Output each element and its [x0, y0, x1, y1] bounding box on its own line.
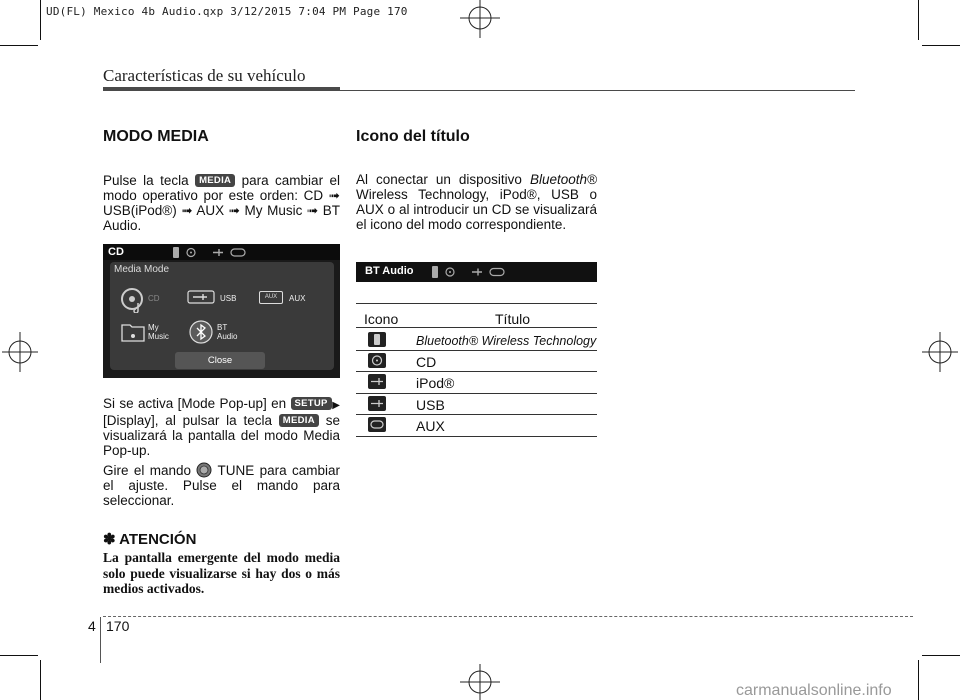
media-key: MEDIA: [195, 174, 235, 187]
crop-mark: [922, 655, 960, 656]
crop-mark: [0, 45, 38, 46]
bt-label-2: Audio: [217, 332, 238, 341]
table-header-icon: Icono: [364, 311, 399, 327]
status-bar-label: CD: [108, 246, 124, 258]
table-row-title: AUX: [416, 418, 445, 434]
paragraph-icons: [356, 172, 597, 232]
text: Gire el mando: [103, 463, 191, 478]
cd-icon: [368, 353, 386, 368]
text: Wireless Technology, iPod®, USB o AUX o al introducir un CD se visualizará el icono del modo correspondiente.: [356, 187, 597, 232]
icon-table: [356, 303, 597, 437]
text-sequence: CD ➟ USB(iPod®) ➟ AUX ➟ My Music ➟ BT Audio.: [103, 188, 340, 233]
mymusic-label-1: My: [148, 323, 159, 332]
usb-label: USB: [220, 294, 237, 303]
registration-mark-icon: [0, 330, 40, 374]
table-row-title: USB: [416, 397, 445, 413]
crop-mark: [40, 660, 41, 700]
aux-label: AUX: [289, 294, 306, 303]
text: [Display], al pulsar la tecla: [103, 413, 272, 428]
media-mode-screen: [103, 244, 340, 378]
page-number: 170: [106, 618, 130, 634]
text: Al conectar un dispositivo: [356, 172, 522, 187]
paragraph-media-order: [103, 173, 340, 233]
heading-modo-media: MODO MEDIA: [103, 128, 209, 145]
crop-mark: [918, 660, 919, 700]
folder-music-icon[interactable]: [121, 322, 145, 342]
registration-mark-icon: [920, 330, 960, 374]
attention-title: ✽ ATENCIÓN: [103, 531, 197, 548]
watermark: carmanualsonline.info: [736, 682, 892, 699]
media-key: MEDIA: [279, 414, 319, 427]
table-header-title: Título: [495, 311, 531, 327]
usb-icon: [368, 396, 386, 411]
paragraph-popup: [103, 396, 340, 458]
bt-audio-bar-label: BT Audio: [365, 265, 414, 277]
crop-mark: [918, 0, 919, 40]
registration-mark-icon: [458, 0, 502, 40]
panel-title: Media Mode: [114, 264, 170, 275]
tune-knob-icon: [196, 462, 212, 478]
bt-label-1: BT: [217, 323, 228, 332]
text: TUNE para cambiar el ajuste. Pulse el mando para seleccionar.: [103, 463, 340, 508]
paragraph-tune: [103, 462, 340, 508]
crop-mark: [922, 45, 960, 46]
table-row-title: Bluetooth® Wireless Technology: [416, 334, 597, 348]
text-bluetooth: Bluetooth®: [529, 172, 597, 187]
registration-mark-icon: [458, 662, 502, 700]
title-rule: [103, 87, 340, 91]
attention-text: La pantalla emergente del modo media solo puede visualizarse si hay dos o más medios activados.: [103, 550, 340, 596]
text: Pulse la tecla: [103, 173, 189, 188]
bt-audio-bar: [356, 262, 597, 282]
crop-mark: [0, 655, 38, 656]
text: se visualizará la pantalla del modo Media Pop-up.: [103, 413, 340, 458]
title-rule: [340, 90, 855, 91]
status-icons: [432, 266, 512, 278]
section-title: Características de su vehículo: [103, 66, 306, 85]
setup-key: SETUP: [291, 397, 332, 410]
text: Si se activa [Mode Pop-up] en: [103, 396, 287, 411]
text: para cambiar el modo operativo por este orden:: [103, 173, 340, 203]
cd-icon[interactable]: [120, 287, 146, 313]
ipod-usb-icon: [368, 374, 386, 389]
footer-separator: [100, 617, 101, 663]
heading-icono-titulo: Icono del título: [356, 128, 470, 145]
close-button[interactable]: Close: [175, 352, 265, 369]
chapter-number: 4: [88, 618, 96, 634]
aux-icon: [368, 417, 386, 432]
print-file-line: UD(FL) Mexico 4b Audio.qxp 3/12/2015 7:04 PM Page 170: [46, 5, 408, 18]
cd-label: CD: [148, 294, 160, 303]
aux-icon[interactable]: AUX: [259, 291, 283, 304]
usb-icon[interactable]: [187, 290, 215, 304]
table-row-title: iPod®: [416, 375, 455, 391]
status-icons: [173, 247, 253, 258]
bluetooth-icon: [368, 332, 386, 347]
mymusic-label-2: Music: [148, 332, 169, 341]
crop-mark: [40, 0, 41, 40]
bluetooth-icon[interactable]: [189, 320, 213, 344]
triangle-right-icon: ▶: [331, 400, 340, 411]
footer-rule: [103, 616, 913, 617]
table-row-title: CD: [416, 354, 437, 370]
